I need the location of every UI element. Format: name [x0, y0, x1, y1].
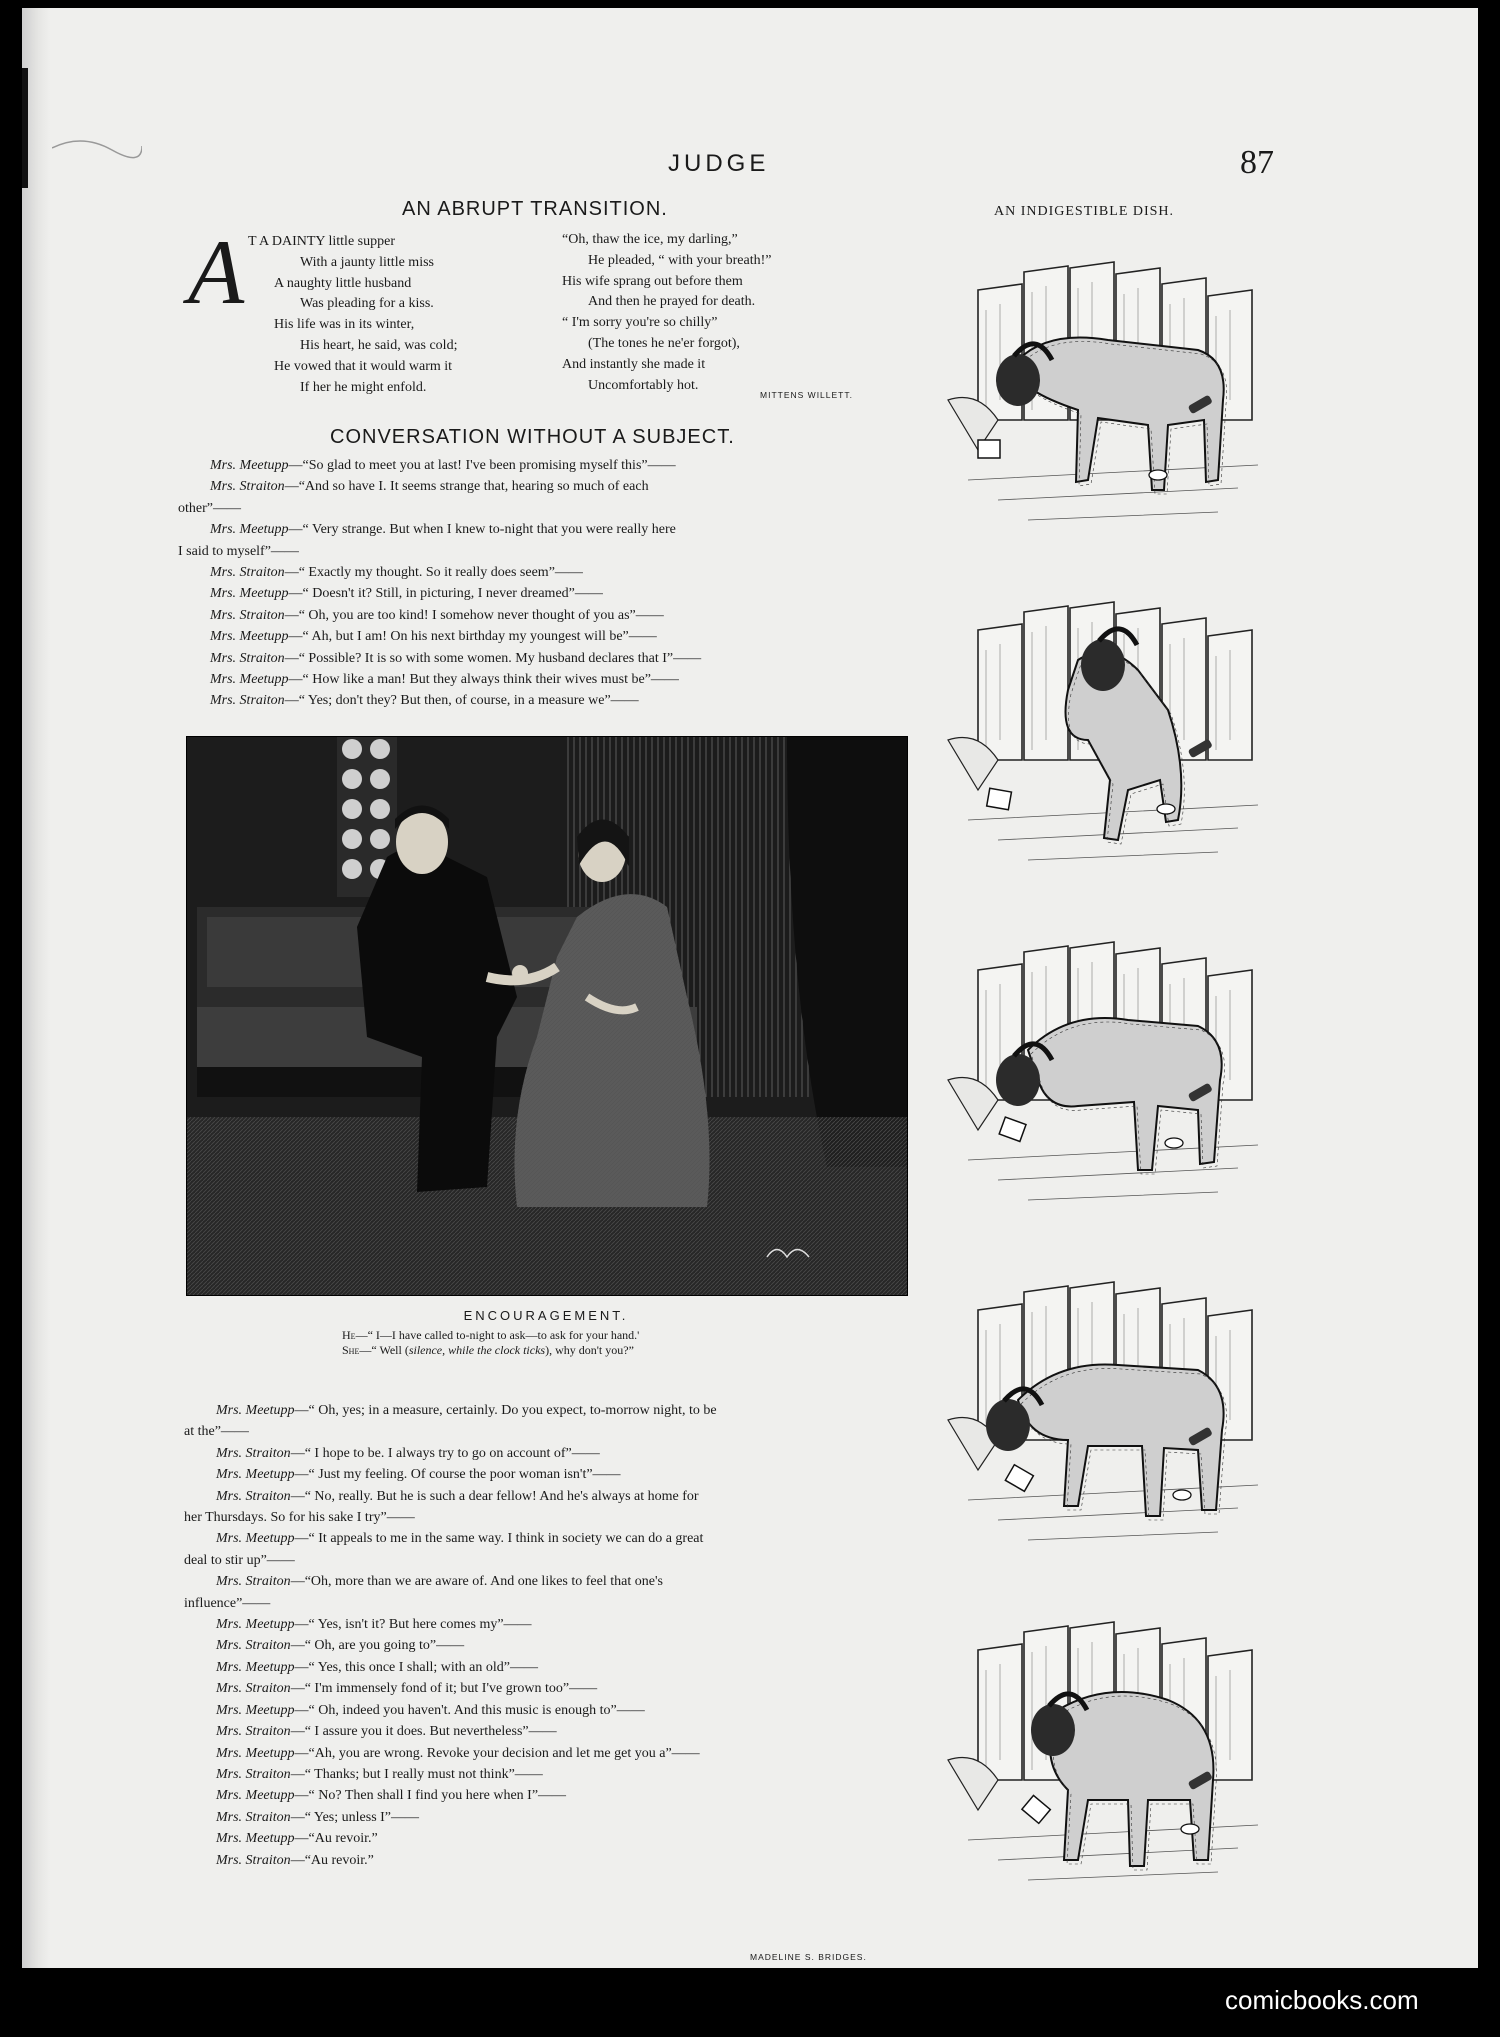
speaker-name: Mrs. Meetupp	[210, 458, 289, 473]
speech-text: —“ Yes; unless I”——	[290, 1809, 420, 1825]
speech-text: —“ Oh, are you going to”——	[290, 1638, 465, 1654]
speaker-name: Mrs. Meetupp	[216, 1745, 295, 1761]
conversation-line: at the”——	[184, 1424, 249, 1440]
speaker-name: Mrs. Meetupp	[216, 1531, 295, 1547]
conversation-line	[178, 455, 918, 476]
poem-line: Was pleading for a kiss.	[300, 296, 434, 312]
caption-he-speaker: He	[342, 1328, 356, 1342]
speaker-name: Mrs. Straiton	[216, 1488, 291, 1504]
speech-text: —“ Oh, yes; in a measure, certainly. Do you expect, to-morrow night, to be	[294, 1403, 717, 1418]
conversation-line: her Thursdays. So for his sake I try”——	[184, 1510, 415, 1526]
conversation-line	[184, 1807, 924, 1828]
binding-strip	[22, 68, 28, 188]
conversation-line	[178, 562, 918, 583]
speech-text: —“ I assure you it does. But nevertheless”——	[290, 1724, 557, 1740]
speaker-name: Mrs. Straiton	[216, 1638, 291, 1654]
speech-text: —“ Thanks; but I really must not think”——	[290, 1766, 543, 1782]
conversation-line	[184, 1571, 924, 1592]
couple-on-sofa-drawing	[187, 737, 907, 1295]
goat-panel-4	[938, 1270, 1268, 1570]
speech-text: —“ I hope to be. I always try to go on account of”——	[290, 1445, 600, 1461]
speaker-name: Mrs. Meetupp	[210, 586, 289, 602]
conversation-line	[184, 1528, 924, 1549]
speaker-name: Mrs. Straiton	[216, 1724, 291, 1740]
poem-author: MITTENS WILLETT.	[760, 390, 853, 400]
speech-text: —“Au revoir.”	[294, 1831, 378, 1847]
speaker-name: Mrs. Meetupp	[216, 1831, 295, 1847]
poem-line: A naughty little husband	[274, 275, 412, 291]
speech-text: —“ Oh, you are too kind! I somehow never thought of you as”——	[284, 607, 664, 623]
poem-line: “Oh, thaw the ice, my darling,”	[562, 232, 738, 247]
goat-panel-2	[938, 590, 1268, 890]
paper-fold-mark	[52, 128, 142, 168]
speaker-name: Mrs. Meetupp	[216, 1403, 295, 1418]
conversation-line	[178, 605, 918, 626]
conversation-line	[184, 1700, 924, 1721]
speaker-name: Mrs. Straiton	[210, 607, 285, 623]
drop-cap: A	[188, 221, 245, 323]
conversation-line	[184, 1678, 924, 1699]
speech-text: —“ Yes, this once I shall; with an old”——	[294, 1659, 538, 1675]
conversation-line	[184, 1828, 924, 1849]
speaker-name: Mrs. Meetupp	[210, 672, 289, 688]
conversation-line	[184, 1764, 924, 1785]
poem-column-1	[248, 232, 458, 398]
speaker-name: Mrs. Straiton	[216, 1766, 291, 1782]
poem-line: If her he might enfold.	[300, 379, 427, 395]
conversation-line	[184, 1850, 924, 1871]
caption-she-italic: silence, while the clock ticks	[408, 1343, 546, 1357]
caption-she-text-b: ), why don't you?”	[545, 1343, 634, 1357]
speech-text: —“Oh, more than we are aware of. And one likes to feel that one's	[290, 1574, 663, 1590]
poem-line: (The tones he ne'er forgot),	[588, 335, 740, 351]
speech-text: —“So glad to meet you at last! I've been promising myself this”——	[288, 458, 676, 473]
illustration-caption-title: ENCOURAGEMENT.	[463, 1308, 629, 1323]
speech-text: —“And so have I. It seems strange that, hearing so much of each	[284, 479, 649, 495]
speech-text: —“ How like a man! But they always think their wives must be”——	[288, 672, 679, 688]
speaker-name: Mrs. Meetupp	[210, 629, 289, 645]
caption-he-text: —“ I—I have called to-night to ask—to ask for your hand.'	[355, 1328, 640, 1342]
poem-line: And then he prayed for death.	[588, 294, 756, 310]
poem-column-2	[562, 230, 771, 396]
poem-line: His heart, he said, was cold;	[300, 337, 458, 353]
speech-text: —“ Very strange. But when I knew to-night that you were really here	[288, 522, 676, 538]
conversation-part-1	[178, 455, 918, 712]
page-number: 87	[1240, 144, 1274, 181]
speech-text: —“ No, really. But he is such a dear fellow! And he's always at home for	[290, 1488, 699, 1504]
speaker-name: Mrs. Straiton	[216, 1681, 291, 1697]
speech-text: —“ Oh, indeed you haven't. And this music is enough to”——	[294, 1702, 645, 1718]
conversation-line: I said to myself”——	[178, 543, 299, 559]
speaker-name: Mrs. Straiton	[210, 565, 285, 581]
conversation-line	[178, 648, 918, 669]
conversation-line	[184, 1464, 924, 1485]
conversation-title: CONVERSATION WITHOUT A SUBJECT.	[330, 426, 735, 448]
page-spine	[22, 8, 50, 1968]
speaker-name: Mrs. Meetupp	[210, 522, 289, 538]
poem-line: With a jaunty little miss	[300, 254, 434, 270]
conversation-line: other”——	[178, 500, 241, 516]
conversation-line	[184, 1657, 924, 1678]
poem-line: His life was in its winter,	[274, 317, 415, 333]
conversation-line: deal to stir up”——	[184, 1552, 295, 1568]
speech-text: —“ Exactly my thought. So it really does seem”——	[284, 565, 583, 581]
speaker-name: Mrs. Straiton	[216, 1809, 291, 1825]
speech-text: —“ I'm immensely fond of it; but I've grown too”——	[290, 1681, 598, 1697]
conversation-line	[184, 1614, 924, 1635]
encouragement-illustration	[186, 736, 908, 1296]
conversation-line	[178, 690, 918, 711]
conversation-line	[178, 626, 918, 647]
speaker-name: Mrs. Meetupp	[216, 1617, 295, 1633]
conversation-part-2	[184, 1400, 924, 1871]
speech-text: —“ Yes; don't they? But then, of course, in a measure we”——	[284, 693, 639, 709]
conversation-line	[178, 476, 918, 497]
poem-line: His wife sprang out before them	[562, 273, 743, 289]
speech-text: —“ Doesn't it? Still, in picturing, I never dreamed”——	[288, 586, 603, 602]
poem-line: Uncomfortably hot.	[588, 377, 699, 393]
speech-text: —“ Possible? It is so with some women. My husband declares that I”——	[284, 650, 702, 666]
conversation-line	[184, 1443, 924, 1464]
conversation-line	[184, 1785, 924, 1806]
speech-text: —“ No? Then shall I find you here when I”——	[294, 1788, 567, 1804]
goat-panel-3	[938, 930, 1268, 1230]
speech-text: —“ It appeals to me in the same way. I think in society we can do a great	[294, 1531, 704, 1547]
conversation-line	[178, 583, 918, 604]
caption-she-line	[342, 1343, 634, 1358]
conversation-line	[184, 1486, 924, 1507]
running-title: JUDGE	[668, 150, 770, 177]
conversation-line	[184, 1743, 924, 1764]
speaker-name: Mrs. Straiton	[210, 693, 285, 709]
poem-title: AN ABRUPT TRANSITION.	[402, 198, 668, 220]
poem-line: He pleaded, “ with your breath!”	[588, 252, 772, 268]
speech-text: —“Au revoir.”	[290, 1852, 374, 1868]
conversation-line	[184, 1721, 924, 1742]
conversation-line	[184, 1400, 924, 1421]
speech-text: —“ Just my feeling. Of course the poor woman isn't”——	[294, 1467, 621, 1483]
comic-title: AN INDIGESTIBLE DISH.	[994, 204, 1175, 219]
conversation-line	[178, 669, 918, 690]
speaker-name: Mrs. Straiton	[216, 1574, 291, 1590]
conversation-line	[178, 519, 918, 540]
speaker-name: Mrs. Straiton	[216, 1852, 291, 1868]
conversation-line	[184, 1635, 924, 1656]
goat-panel-5	[938, 1610, 1268, 1910]
poem-line: He vowed that it would warm it	[274, 358, 453, 374]
caption-she-text-a: —“ Well (	[359, 1343, 409, 1357]
speaker-name: Mrs. Meetupp	[216, 1659, 295, 1675]
conversation-line: influence”——	[184, 1595, 271, 1611]
speaker-name: Mrs. Straiton	[216, 1445, 291, 1461]
poem-line: T A DAINTY little supper	[248, 234, 395, 249]
speaker-name: Mrs. Straiton	[210, 650, 285, 666]
speech-text: —“ Yes, isn't it? But here comes my”——	[294, 1617, 532, 1633]
speaker-name: Mrs. Straiton	[210, 479, 285, 495]
poem-line: “ I'm sorry you're so chilly”	[562, 315, 718, 331]
speech-text: —“Ah, you are wrong. Revoke your decision and let me get you a”——	[294, 1745, 700, 1761]
comic-strip	[938, 230, 1268, 1970]
speaker-name: Mrs. Meetupp	[216, 1467, 295, 1483]
speaker-name: Mrs. Meetupp	[216, 1702, 295, 1718]
speech-text: —“ Ah, but I am! On his next birthday my youngest will be”——	[288, 629, 657, 645]
conversation-author: MADELINE S. BRIDGES.	[750, 1952, 867, 1962]
caption-she-speaker: She	[342, 1343, 360, 1357]
magazine-page	[22, 8, 1478, 1968]
poem-line: And instantly she made it	[562, 356, 706, 372]
caption-he-line	[342, 1328, 639, 1343]
goat-panel-1	[938, 250, 1268, 550]
speaker-name: Mrs. Meetupp	[216, 1788, 295, 1804]
watermark: comicbooks.com	[1225, 1985, 1419, 2015]
